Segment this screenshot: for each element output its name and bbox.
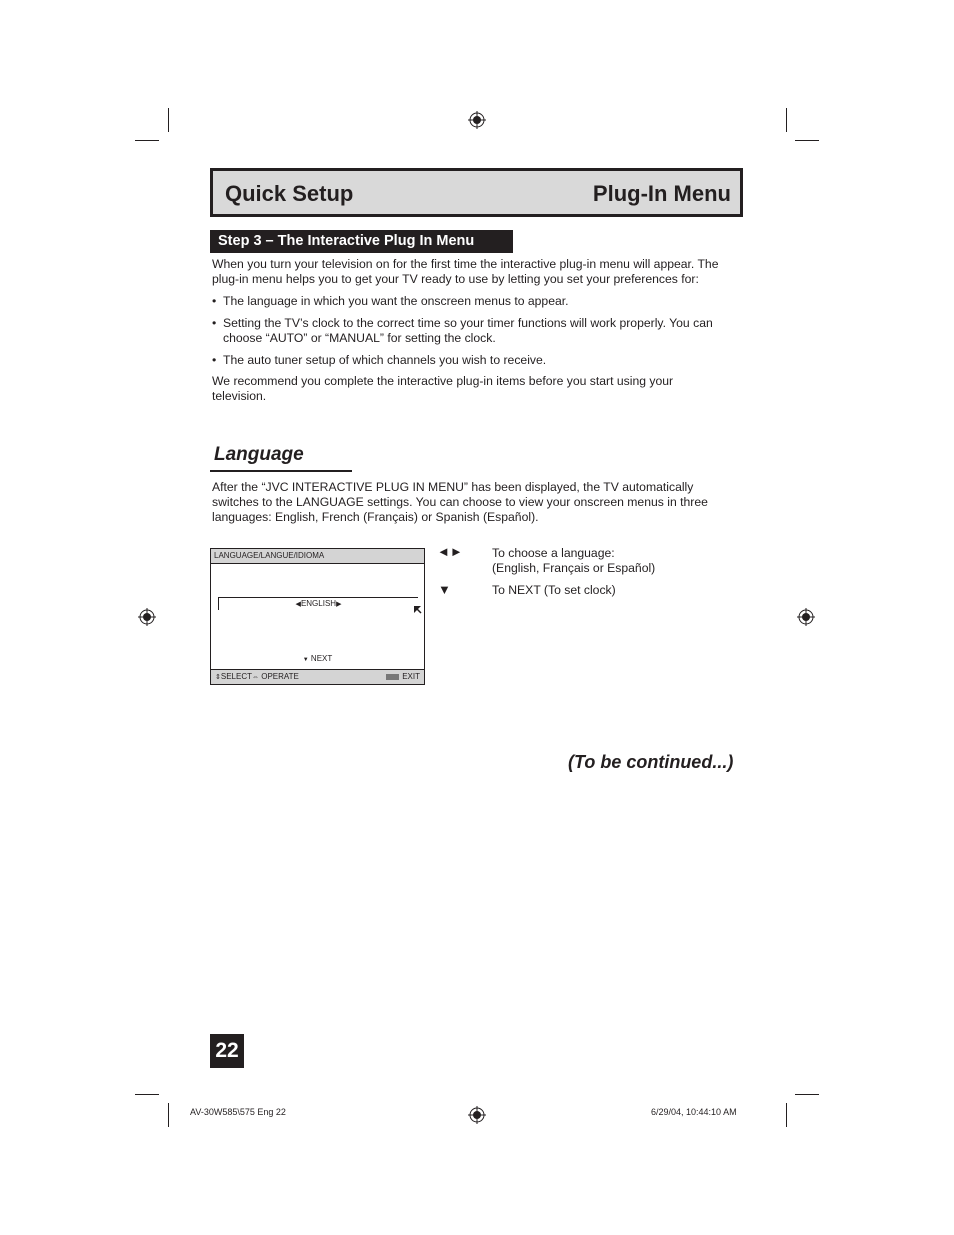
language-paragraph-line: switches to the LANGUAGE settings. You can choose to view your onscreen menus in three (212, 495, 708, 509)
page-header (210, 168, 743, 217)
right-triangle-icon: ▶ (336, 601, 342, 608)
tv-menu-title: LANGUAGE/LANGUE/IDIOMA (214, 551, 325, 560)
tv-menu-help-right (386, 672, 420, 681)
bullet-text: choose “AUTO” or “MANUAL” for setting the clock. (223, 331, 496, 345)
key-guide-text: To choose a language: (492, 546, 615, 560)
crop-mark (795, 140, 819, 141)
cursor-arrow-icon (414, 606, 422, 614)
recommend-line: television. (212, 389, 267, 403)
crop-mark (135, 1094, 159, 1095)
continued-note: (To be continued...) (568, 752, 734, 772)
registration-mark-icon (468, 1106, 486, 1124)
exit-label: EXIT (402, 672, 420, 681)
intro-line: plug-in menu helps you to get your TV ready to use by letting you set your preferences for: (212, 272, 699, 286)
down-triangle-icon: ▼ (302, 657, 309, 663)
header-title-right: Plug-In Menu (592, 181, 731, 206)
left-triangle-icon: ◀ (295, 601, 301, 608)
language-paragraph-line: After the “JVC INTERACTIVE PLUG IN MENU” has been displayed, the TV automatically (212, 480, 694, 494)
step-heading (210, 230, 513, 253)
language-section-title: Language (214, 444, 304, 465)
page-number: 22 (210, 1034, 244, 1068)
crop-mark (795, 1094, 819, 1095)
bullet-text: The language in which you want the onscreen menus to appear. (223, 294, 569, 308)
crop-mark (168, 108, 169, 132)
up-down-arrows-icon: ⇕ (215, 674, 221, 681)
footer-right: 6/29/04, 10:44:10 AM (651, 1107, 737, 1117)
bullet-text: Setting the TV’s clock to the correct time so your timer functions will work properly. You can (223, 316, 713, 330)
bullet-marker: • (212, 316, 217, 330)
bullet-marker: • (212, 294, 217, 308)
crop-mark (135, 140, 159, 141)
step-heading-text: Step 3 – The Interactive Plug In Menu (218, 233, 475, 249)
header-title-left: Quick Setup (225, 181, 354, 206)
crop-mark (786, 1103, 787, 1127)
registration-mark-icon (468, 111, 486, 129)
select-label: SELECT (220, 672, 252, 681)
tv-menu-help-bar (211, 669, 424, 684)
left-right-arrows-icon: ⇔ (252, 674, 259, 681)
tv-menu-next-label: NEXT (310, 654, 333, 663)
tv-menu-next (211, 654, 424, 663)
registration-mark-icon (138, 608, 156, 626)
footer-left: AV-30W585\575 Eng 22 (190, 1107, 286, 1117)
crop-mark (786, 108, 787, 132)
crop-mark (168, 1103, 169, 1127)
left-right-arrows-icon: ◄► (437, 544, 463, 559)
menu-button-icon (386, 674, 399, 680)
tv-menu-help-left (215, 672, 299, 681)
selected-language: ENGLISH (300, 599, 337, 608)
tv-menu-title-bar (211, 549, 424, 564)
tv-menu-screen (210, 548, 425, 685)
operate-label: OPERATE (261, 672, 299, 681)
language-paragraph-line: languages: English, French (Français) or Spanish (Español). (212, 510, 539, 524)
bullet-text: The auto tuner setup of which channels you wish to receive. (223, 353, 547, 367)
language-selector-value (219, 599, 418, 608)
section-underline (210, 470, 352, 472)
down-arrow-icon: ▼ (438, 582, 451, 597)
recommend-line: We recommend you complete the interactive plug-in items before you start using your (212, 374, 674, 388)
language-selector (218, 597, 418, 610)
key-guide-text: To NEXT (To set clock) (492, 583, 616, 597)
intro-line: When you turn your television on for the first time the interactive plug-in menu will appear. The (212, 257, 719, 271)
key-guide-text: (English, Français or Español) (492, 561, 656, 575)
registration-mark-icon (797, 608, 815, 626)
bullet-marker: • (212, 353, 217, 367)
